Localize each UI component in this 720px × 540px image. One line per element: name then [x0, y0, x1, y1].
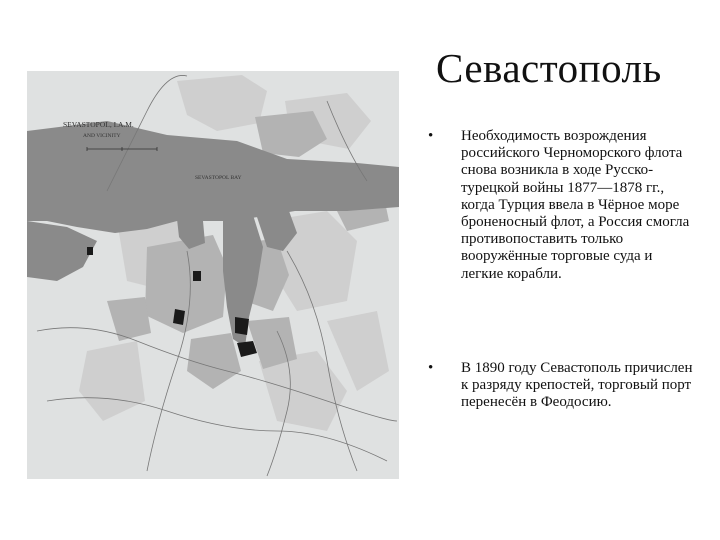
slide-title: Севастополь: [436, 45, 662, 91]
bay-label: SEVASTOPOL BAY: [195, 175, 242, 181]
bullet-text: В 1890 году Севастополь причислен к разряду крепостей, торговый порт перенесён в Феодосию.: [461, 360, 693, 411]
map-title-line2: AND VICINITY: [83, 133, 121, 139]
map-graphic: [27, 71, 399, 479]
map-title-line1: SEVASTOPOL, I.A.M.: [63, 120, 134, 129]
sevastopol-map: [27, 71, 399, 479]
bullet-marker: •: [428, 128, 434, 144]
bullet-text: Необходимость возрождения российского Черноморского флота снова возникла в ходе Русско-турецкой войны 1877—1878 гг., когда Турция ввела в Чёрное море броненосный флот, а Россия смогла противопоставить только вооружённые торговые суда и легкие корабли.: [461, 128, 690, 282]
bullet-marker: •: [428, 360, 434, 376]
